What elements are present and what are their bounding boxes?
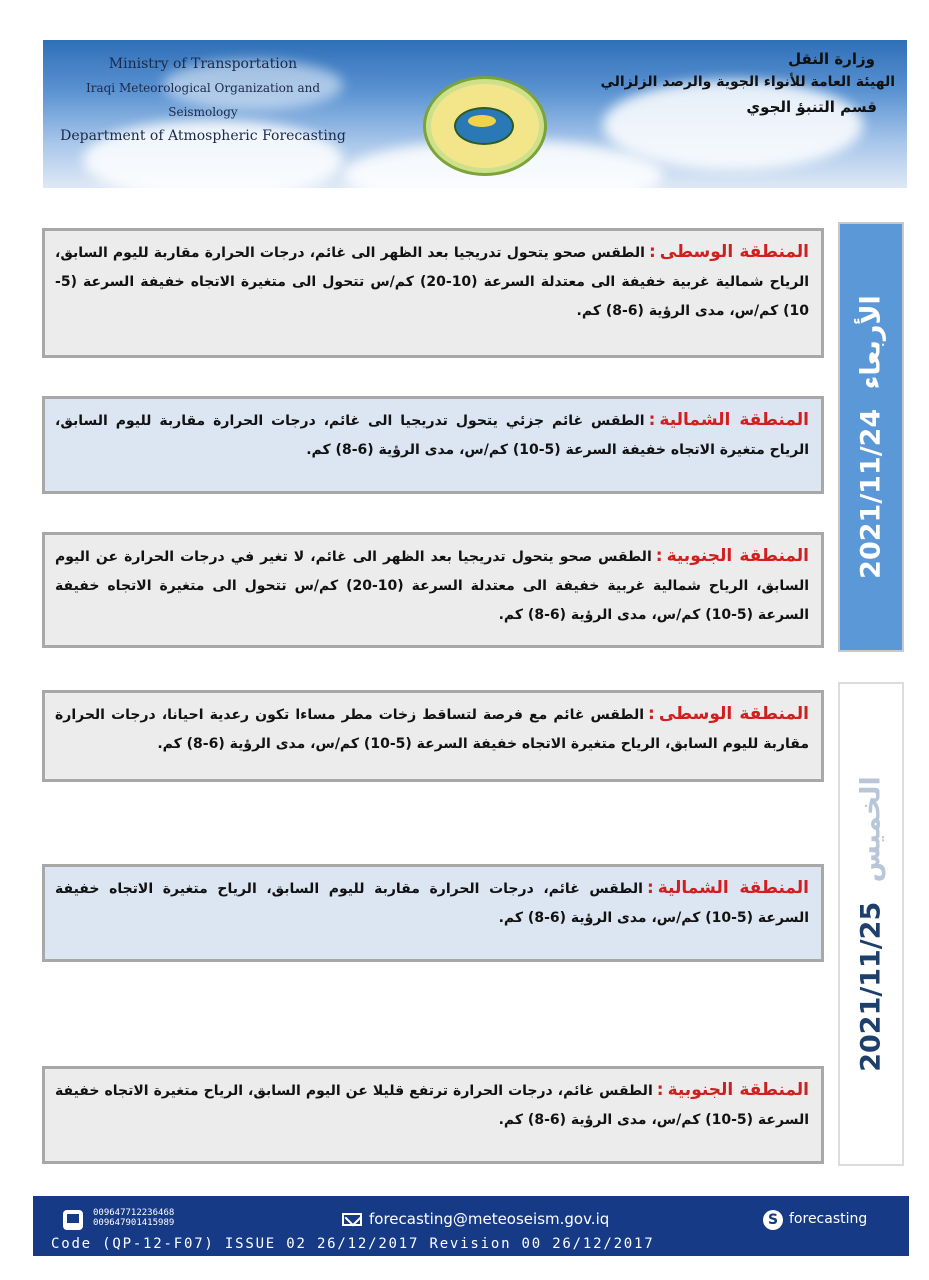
page-footer: [33, 1196, 909, 1256]
phone-icon: [63, 1210, 83, 1230]
forecast-text: الطقس غائم، درجات الحرارة مقاربة لليوم السابق، الرياح متغيرة الاتجاه خفيفة السرعة (5-10) كم/س، مدى الرؤية (6-8) كم.: [55, 881, 809, 926]
ministry-name-en: Ministry of Transportation: [108, 56, 298, 72]
phone-number: 009647901415989: [93, 1218, 175, 1228]
forecast-central-day2: المنطقة الوسطى:الطقس غائم مع فرصة لتساقط زخات مطر مساءا تكون رعدية احيانا، درجات الحرارة مقاربة لليوم السابق، الرياح متغيرة الاتجاه خفيفة السرعة (5-10) كم/س، مدى الرؤية (6-8) كم.: [42, 690, 824, 782]
organization-name-ar: الهيئة العامة للأنواء الجوية والرصد الزلزالي: [600, 74, 895, 90]
forecast-text: الطقس غائم جزئي يتحول تدريجيا الى غائم، درجات الحرارة مقاربة لليوم السابق، الرياح متغيرة الاتجاه خفيفة السرعة (5-10) كم/س، مدى الرؤية (6-8) كم.: [55, 413, 809, 458]
region-name: المنطقة الوسطى: [659, 242, 809, 262]
day-name: الخميس: [855, 776, 887, 883]
department-name-en: Department of Atmospheric Forecasting: [60, 128, 346, 144]
day-bar-wednesday: [838, 222, 904, 652]
skype-handle: forecasting: [789, 1211, 868, 1227]
mail-icon: [342, 1213, 362, 1226]
forecast-central-day1: المنطقة الوسطى:الطقس صحو يتحول تدريجيا بعد الظهر الى غائم، درجات الحرارة مقاربة لليوم السابق، الرياح شمالية غربية خفيفة الى معتدلة السرعة (10-20) كم/س تتحول الى متغيرة الاتجاه خفيفة السرعة (5-10) كم/س، مدى الرؤية (6-8) كم.: [42, 228, 824, 358]
day-date: 2021/11/24: [855, 408, 887, 579]
header-arabic-title: [595, 48, 895, 120]
forecast-text: الطقس صحو يتحول تدريجيا بعد الظهر الى غائم، درجات الحرارة مقاربة لليوم السابق، الرياح شمالية غربية خفيفة الى معتدلة السرعة (10-20) كم/س تتحول الى متغيرة الاتجاه خفيفة السرعة (5-10) كم/س، مدى الرؤية (6-8) كم.: [55, 245, 810, 319]
forecast-text: الطقس غائم، درجات الحرارة ترتفع قليلا عن اليوم السابق، الرياح متغيرة الاتجاه خفيفة السرعة (5-10) كم/س، مدى الرؤية (6-8) كم.: [55, 1083, 809, 1128]
forecast-text: الطقس صحو يتحول تدريجيا بعد الظهر الى غائم، لا تغير في درجات الحرارة عن اليوم السابق، الرياح شمالية غربية خفيفة الى معتدلة السرعة (10-20) كم/س تتحول الى متغيرة الاتجاه خفيفة السرعة (5-10) كم/س، مدى الرؤية (6-8) كم.: [55, 549, 809, 623]
forecast-text: الطقس غائم مع فرصة لتساقط زخات مطر مساءا تكون رعدية احيانا، درجات الحرارة مقاربة لليوم السابق، الرياح متغيرة الاتجاه خفيفة السرعة (5-10) كم/س، مدى الرؤية (6-8) كم.: [55, 707, 809, 752]
day-date: 2021/11/25: [855, 901, 887, 1072]
header-english-title: [53, 52, 353, 148]
region-name: المنطقة الجنوبية: [667, 1080, 809, 1100]
ministry-name-ar: وزارة النقل: [788, 50, 875, 68]
organization-name-en: Iraqi Meteorological Organization and Seismology: [85, 81, 321, 119]
organization-seal-icon: [423, 76, 547, 176]
region-name: المنطقة الشمالية: [657, 878, 809, 898]
region-name: المنطقة الشمالية: [659, 410, 809, 430]
email-link[interactable]: forecasting@meteoseism.gov.iq: [369, 1210, 610, 1228]
phone-number: 009647712236468: [93, 1208, 175, 1218]
forecast-north-day2: المنطقة الشمالية:الطقس غائم، درجات الحرارة مقاربة لليوم السابق، الرياح متغيرة الاتجاه خفيفة السرعة (5-10) كم/س، مدى الرؤية (6-8) كم.: [42, 864, 824, 962]
region-name: المنطقة الجنوبية: [666, 546, 809, 566]
department-name-ar: قسم التنبؤ الجوي: [746, 98, 877, 116]
forecast-north-day1: المنطقة الشمالية:الطقس غائم جزئي يتحول تدريجيا الى غائم، درجات الحرارة مقاربة لليوم السابق، الرياح متغيرة الاتجاه خفيفة السرعة (5-10) كم/س، مدى الرؤية (6-8) كم.: [42, 396, 824, 494]
day-label-wednesday: [856, 295, 887, 579]
day-bar-thursday: [838, 682, 904, 1166]
skype-icon: S: [763, 1210, 783, 1230]
forecast-south-day1: المنطقة الجنوبية:الطقس صحو يتحول تدريجيا بعد الظهر الى غائم، لا تغير في درجات الحرارة عن اليوم السابق، الرياح شمالية غربية خفيفة الى معتدلة السرعة (10-20) كم/س تتحول الى متغيرة الاتجاه خفيفة السرعة (5-10) كم/س، مدى الرؤية (6-8) كم.: [42, 532, 824, 648]
phone-numbers: [93, 1208, 174, 1228]
forecast-south-day2: المنطقة الجنوبية:الطقس غائم، درجات الحرارة ترتفع قليلا عن اليوم السابق، الرياح متغيرة الاتجاه خفيفة السرعة (5-10) كم/س، مدى الرؤية (6-8) كم.: [42, 1066, 824, 1164]
day-label-thursday: [856, 776, 887, 1072]
region-name: المنطقة الوسطى: [658, 704, 809, 724]
day-name: الأربعاء: [855, 295, 887, 390]
document-code: Code (QP-12-F07) ISSUE 02 26/12/2017 Revision 00 26/12/2017: [51, 1236, 655, 1252]
page-header: [43, 40, 907, 188]
